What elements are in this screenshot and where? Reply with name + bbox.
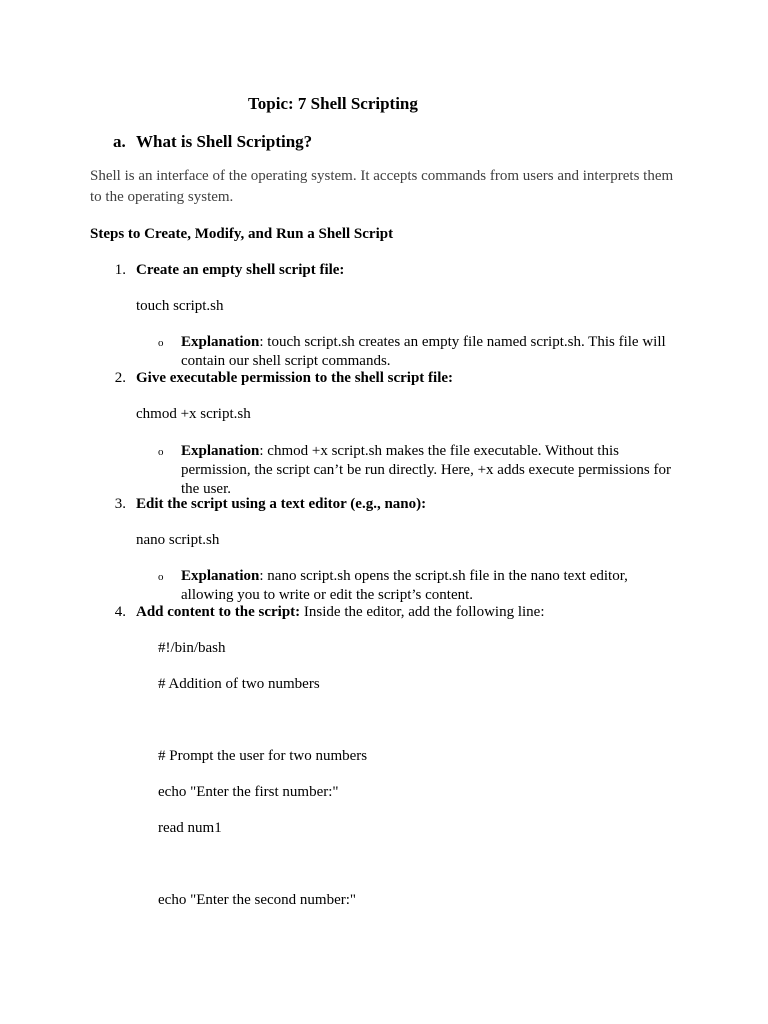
step-1-title: Create an empty shell script file: — [136, 262, 345, 278]
explanation-text: : chmod +x script.sh makes the file executable. Without this permission, the script can’t be run directly. Here, +x adds execute permissions for the user. — [181, 443, 671, 497]
step-2-explanation — [181, 442, 681, 499]
intro-paragraph: Shell is an interface of the operating system. It accepts commands from users and interprets them to the operating system. — [90, 168, 674, 205]
step-1-bullet-icon: o — [158, 337, 164, 349]
code-line: echo "Enter the first number:" — [158, 784, 339, 800]
steps-heading: Steps to Create, Modify, and Run a Shell Script — [90, 226, 394, 242]
code-line: read num1 — [158, 820, 222, 836]
code-line: # Prompt the user for two numbers — [158, 748, 368, 764]
step-4-number: 4. — [114, 604, 126, 620]
page-title: Topic: 7 Shell Scripting — [248, 94, 418, 113]
step-3-number: 3. — [114, 496, 126, 512]
explanation-text: : nano script.sh opens the script.sh file in the nano text editor, allowing you to write or edit the script’s content. — [181, 568, 628, 603]
explanation-label: Explanation — [181, 568, 260, 584]
step-2-command: chmod +x script.sh — [136, 406, 251, 422]
step-3-explanation — [181, 567, 681, 605]
explanation-text: : touch script.sh creates an empty file named script.sh. This file will contain our shell script commands. — [181, 334, 666, 369]
step-1-number: 1. — [114, 262, 126, 278]
step-3-bullet-icon: o — [158, 571, 164, 583]
explanation-label: Explanation — [181, 443, 260, 459]
step-1-explanation — [181, 333, 681, 371]
step-3-command: nano script.sh — [136, 532, 220, 548]
explanation-label: Explanation — [181, 334, 260, 350]
section-letter: a. — [113, 132, 126, 151]
step-4-title-rest: Inside the editor, add the following line: — [300, 604, 545, 620]
code-line: #!/bin/bash — [158, 640, 226, 656]
section-heading: What is Shell Scripting? — [136, 132, 313, 151]
step-2-bullet-icon: o — [158, 446, 164, 458]
step-3-title: Edit the script using a text editor (e.g., nano): — [136, 496, 427, 512]
step-2-title: Give executable permission to the shell script file: — [136, 370, 454, 386]
step-1-command: touch script.sh — [136, 298, 224, 314]
code-line: echo "Enter the second number:" — [158, 892, 357, 908]
step-4-title — [136, 604, 545, 621]
code-line: # Addition of two numbers — [158, 676, 320, 692]
step-4-title-bold: Add content to the script: — [136, 604, 301, 620]
step-2-number: 2. — [114, 370, 126, 386]
